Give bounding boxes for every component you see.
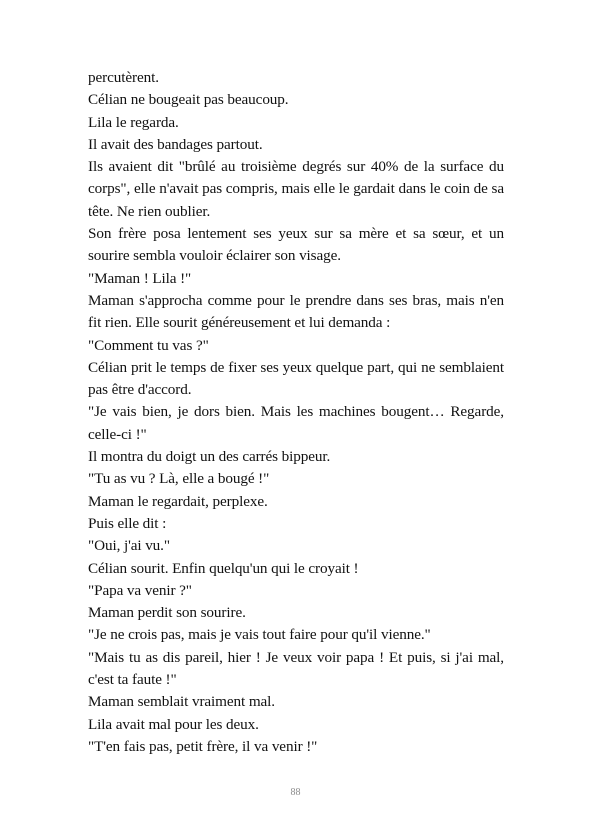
body-text [88, 67, 504, 758]
paragraph: "Oui, j'ai vu." [88, 537, 170, 555]
paragraph: Célian sourit. Enfin quelqu'un qui le croyait ! [88, 559, 359, 577]
paragraph: Lila avait mal pour les deux. [88, 715, 259, 733]
paragraph: percutèrent. [88, 69, 159, 86]
paragraph: Célian ne bougeait pas beaucoup. [88, 91, 289, 109]
paragraph: Il avait des bandages partout. [88, 135, 263, 153]
paragraph: "T'en fais pas, petit frère, il va venir !" [88, 737, 318, 755]
paragraph: "Comment tu vas ?" [88, 336, 209, 354]
page-number: 88 [290, 787, 301, 798]
paragraph: Célian prit le temps de fixer ses yeux quelque part, qui ne semblaient pas être d'accord. [88, 358, 504, 399]
paragraph: Son frère posa lentement ses yeux sur sa mère et sa sœur, et un sourire sembla vouloir éclairer son visage. [88, 225, 504, 265]
paragraph: Maman perdit son sourire. [88, 604, 246, 622]
paragraph: "Je vais bien, je dors bien. Mais les machines bougent… Regarde, celle-ci !" [88, 403, 504, 443]
paragraph: Lila le regarda. [88, 113, 179, 131]
paragraph: Il montra du doigt un des carrés bippeur. [88, 448, 331, 466]
paragraph: "Tu as vu ? Là, elle a bougé !" [88, 470, 270, 488]
paragraph: "Papa va venir ?" [88, 581, 192, 599]
paragraph: "Maman ! Lila !" [88, 269, 192, 287]
paragraph: Maman le regardait, perplexe. [88, 492, 268, 510]
paragraph: Puis elle dit : [88, 514, 167, 532]
paragraph: Maman s'approcha comme pour le prendre dans ses bras, mais n'en fit rien. Elle sourit généreusement et lui demanda : [88, 291, 504, 332]
paragraph: Maman semblait vraiment mal. [88, 693, 275, 711]
paragraph: "Je ne crois pas, mais je vais tout faire pour qu'il vienne." [88, 626, 431, 644]
paragraph: "Mais tu as dis pareil, hier ! Je veux voir papa ! Et puis, si j'ai mal, c'est ta faute !" [88, 648, 504, 689]
paragraph: Ils avaient dit "brûlé au troisième degrés sur 40% de la surface du corps", elle n'avait pas compris, mais elle le gardait dans le coin de sa tête. Ne rien oublier. [88, 158, 504, 220]
